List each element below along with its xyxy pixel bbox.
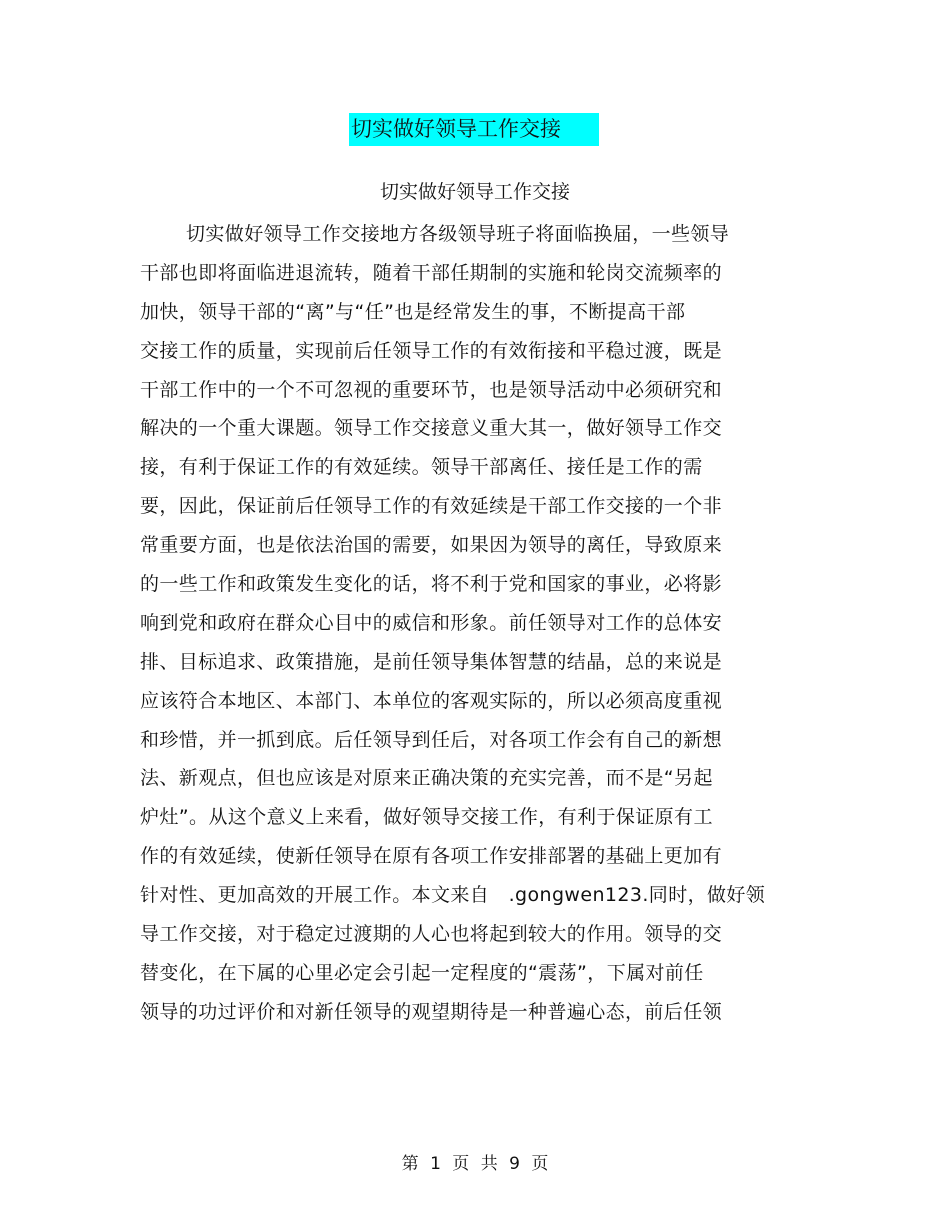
body-line: 接，有利于保证工作的有效延续。领导干部离任、接任是工作的需 bbox=[140, 456, 703, 479]
document-body bbox=[140, 220, 800, 1037]
body-line: 和珍惜，并一抓到底。后任领导到任后，对各项工作会有自己的新想 bbox=[140, 728, 723, 751]
body-line: 针对性、更加高效的开展工作。本文来自 .gongwen123.同时，做好领 bbox=[140, 884, 766, 907]
body-line: 炉灶”。从这个意义上来看，做好领导交接工作，有利于保证原有工 bbox=[140, 806, 713, 829]
body-line: 干部工作中的一个不可忽视的重要环节，也是领导活动中必须研究和 bbox=[140, 378, 723, 401]
document-subtitle: 切实做好领导工作交接 bbox=[379, 181, 570, 203]
body-line: 响到党和政府在群众心目中的威信和形象。前任领导对工作的总体安 bbox=[140, 611, 723, 634]
body-line: 应该符合本地区、本部门、本单位的客观实际的，所以必须高度重视 bbox=[140, 689, 723, 712]
body-line: 干部也即将面临进退流转，随着干部任期制的实施和轮岗交流频率的 bbox=[140, 261, 723, 284]
body-line: 切实做好领导工作交接地方各级领导班子将面临换届，一些领导 bbox=[186, 223, 730, 245]
body-line: 解决的一个重大课题。领导工作交接意义重大其一，做好领导工作交 bbox=[140, 417, 723, 440]
body-line: 的一些工作和政策发生变化的话，将不利于党和国家的事业，必将影 bbox=[140, 573, 723, 596]
body-line: 要，因此，保证前后任领导工作的有效延续是干部工作交接的一个非 bbox=[140, 495, 723, 518]
document-title: 切实做好领导工作交接 bbox=[349, 113, 599, 146]
body-line: 常重要方面，也是依法治国的需要，如果因为领导的离任，导致原来 bbox=[140, 534, 723, 557]
body-line: 领导的功过评价和对新任领导的观望期待是一种普遍心态，前后任领 bbox=[140, 1000, 723, 1023]
body-line: 法、新观点，但也应该是对原来正确决策的充实完善，而不是“另起 bbox=[140, 767, 713, 790]
page-footer: 第 1 页 共 9 页 bbox=[401, 1154, 549, 1174]
body-line: 作的有效延续，使新任领导在原有各项工作安排部署的基础上更加有 bbox=[140, 845, 723, 868]
body-line: 替变化，在下属的心里必定会引起一定程度的“震荡”，下属对前任 bbox=[140, 961, 704, 984]
body-line: 排、目标追求、政策措施，是前任领导集体智慧的结晶，总的来说是 bbox=[140, 650, 723, 673]
body-line: 导工作交接，对于稳定过渡期的人心也将起到较大的作用。领导的交 bbox=[140, 923, 723, 946]
body-line: 加快，领导干部的“离”与“任”也是经常发生的事，不断提高干部 bbox=[140, 300, 686, 323]
body-line: 交接工作的质量，实现前后任领导工作的有效衔接和平稳过渡，既是 bbox=[140, 339, 723, 362]
